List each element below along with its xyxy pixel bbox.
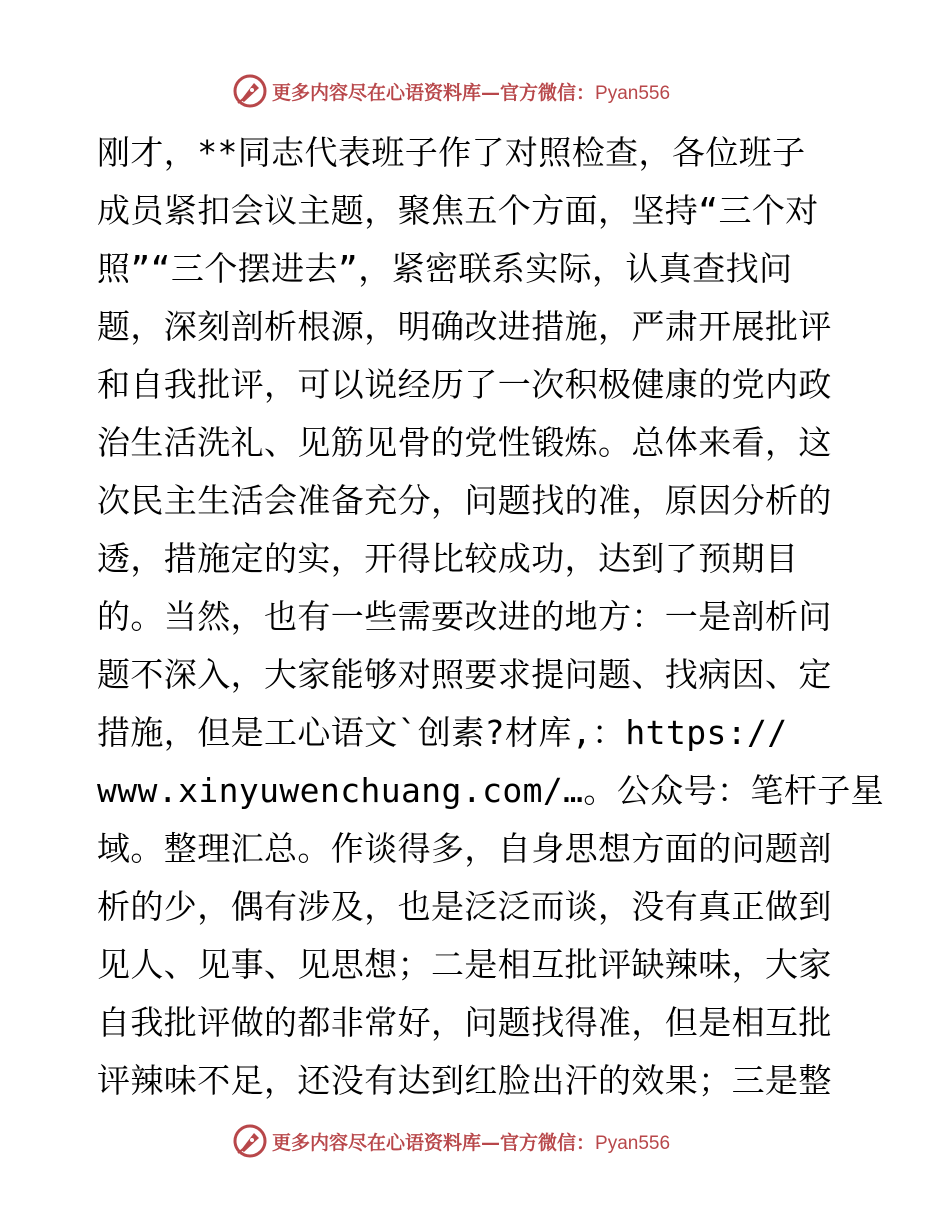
body-text-line: 透，措施定的实，开得比较成功，达到了预期目 [97,539,799,578]
body-text-line: 析的少，偶有涉及，也是泛泛而谈，没有真正做到 [97,887,832,926]
body-text-line: 自我批评做的都非常好，问题找得准，但是相互批 [97,1003,832,1042]
body-text-line: 的。当然，也有一些需要改进的地方：一是剖析问 [97,597,832,636]
header-banner-main: 更多内容尽在心语资料库 [272,81,482,104]
body-text-line: www.xinyuwenchuang.com/…。公众号：笔杆子星 [97,771,885,810]
body-text-line: 次民主生活会准备充分，问题找的准，原因分析的 [97,481,832,520]
body-text-line: 域。整理汇总。作谈得多，自身思想方面的问题剖 [97,829,832,868]
header-banner-handle: Pyan556 [595,82,671,104]
body-text-line: 照”“三个摆进去”，紧密联系实际，认真查找问 [97,249,793,288]
header-banner [232,71,670,111]
body-text-line: 题不深入，大家能够对照要求提问题、找病因、定 [97,655,832,694]
footer-banner [232,1121,670,1161]
body-text-line: 见人、见事、见思想；二是相互批评缺辣味，大家 [97,945,832,984]
body-text-line: 刚才，**同志代表班子作了对照检查，各位班子 [97,133,806,172]
footer-banner-main: 更多内容尽在心语资料库 [272,1131,482,1154]
header-banner-separator: — [481,81,501,104]
header-banner-text [272,78,670,105]
pen-nib-circle-logo-icon [232,1123,268,1159]
header-banner-suffix: 官方微信： [500,81,596,104]
footer-banner-text [272,1128,670,1155]
body-text-line: 题，深刻剖析根源，明确改进措施，严肃开展批评 [97,307,832,346]
body-text-line: 和自我批评，可以说经历了一次积极健康的党内政 [97,365,832,404]
pen-nib-circle-logo-icon [232,73,268,109]
body-text-line: 评辣味不足，还没有达到红脸出汗的效果；三是整 [97,1061,832,1100]
footer-banner-handle: Pyan556 [595,1132,671,1154]
body-text-line: 成员紧扣会议主题，聚焦五个方面，坚持“三个对 [97,191,819,230]
body-text-line: 措施，但是工心语文`创素?材库,：https:// [97,713,788,752]
document-body [97,124,885,1110]
body-text-line: 治生活洗礼、见筋见骨的党性锻炼。总体来看，这 [97,423,832,462]
footer-banner-suffix: 官方微信： [500,1131,596,1154]
footer-banner-separator: — [481,1131,501,1154]
